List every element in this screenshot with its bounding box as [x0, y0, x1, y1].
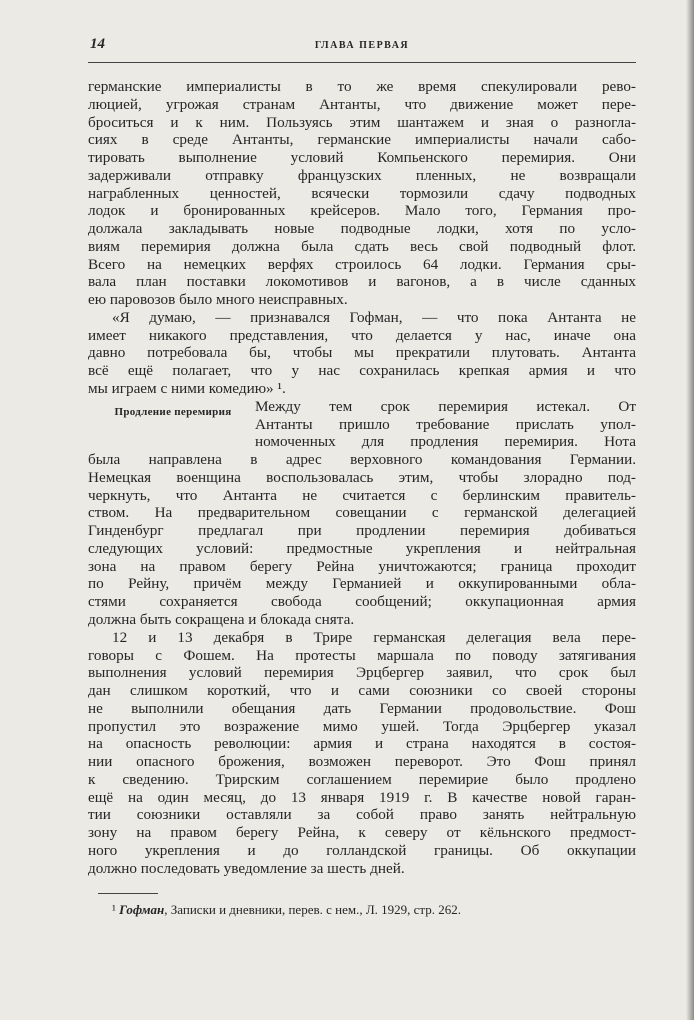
- text-line: имеет никакого представления, что делается у нас, иначе она: [88, 326, 636, 344]
- paragraph: [88, 309, 636, 398]
- text-line: виям перемирия должна была сдать весь свой подводный флот.: [88, 237, 636, 255]
- text-line: стями сохраняется свобода сообщений; оккупационная армия: [88, 593, 636, 611]
- text-line: Всего на немецких верфях строилось 64 лодки. Германия сры-: [88, 255, 636, 273]
- text-line: дан слишком короткий, что и сами союзники со своей стороны: [88, 682, 636, 700]
- text-line: лодок и бронированных крейсеров. Мало того, Германия про-: [88, 202, 636, 220]
- text-line: выполнения условий перемирия Эрцбергер заявил, что срок был: [88, 664, 636, 682]
- text-line: люцией, угрожая странам Антанты, что движение может пере-: [88, 95, 636, 113]
- text-line: ного укрепления и до голландской границы. Об оккупации: [88, 841, 636, 859]
- text-line: тировать выполнение условий Компьенского перемирия. Они: [88, 149, 636, 167]
- text-line: Антанты пришло требование прислать упол-: [255, 415, 636, 433]
- text-line: мы играем с ними комедию» ¹.: [88, 380, 286, 398]
- text-line: зона на правом берегу Рейна уничтожаются; граница проходит: [88, 557, 636, 575]
- text-line: должна быть сокращена и блокада снята.: [88, 610, 355, 628]
- footnote: [112, 902, 461, 918]
- text-line: нии опасного брожения, возможен переворот. Это Фош принял: [88, 753, 636, 771]
- text-line: ею паровозов было много неисправных.: [88, 291, 348, 309]
- text-line: на опасность революции: армия и страна находятся в состоя-: [88, 735, 636, 753]
- paragraph: [88, 629, 636, 878]
- text-line: зону на правом берегу Рейна, к северу от кёльнского предмост-: [88, 824, 636, 842]
- text-line: была направлена в адрес верховного командования Германии.: [88, 451, 636, 469]
- text-line: задерживали отправку французских пленных, не возвращали: [88, 166, 636, 184]
- footnote-text: , Записки и дневники, перев. с нем., Л. 1929, стр. 262.: [164, 902, 462, 917]
- footnote-marker: ¹: [112, 902, 116, 917]
- text-line: следующих условий: предмостные укрепления и нейтральная: [88, 539, 636, 557]
- page-number: 14: [90, 36, 105, 52]
- running-head: ГЛАВА ПЕРВАЯ: [314, 40, 410, 51]
- footnote-rule: [98, 893, 158, 894]
- text-line: давно потребовала бы, чтобы мы прекратили плутовать. Антанта: [88, 344, 636, 362]
- text-line: не выполнили обещания дать Германии продовольствие. Фош: [88, 699, 636, 717]
- page-edge-shadow: [686, 0, 694, 1020]
- text-line: должно последовать уведомление за шесть дней.: [88, 859, 405, 877]
- text-line: награбленных ценностей, всячески тормозили сдачу подводных: [88, 184, 636, 202]
- margin-note: Продление перемирия: [114, 406, 232, 418]
- header-rule: [88, 62, 636, 63]
- text-line: Между тем срок перемирия истекал. От: [255, 397, 636, 415]
- text-line: Немецкая военщина воспользовалась этим, чтобы злорадно под-: [88, 468, 636, 486]
- text-line: тии союзники оставляли за собой право занять нейтральную: [88, 806, 636, 824]
- footnote-author: Гофман: [119, 902, 165, 917]
- text-line: броситься и к ним. Пользуясь этим шантажем и зная о разногла-: [88, 113, 636, 131]
- text-line: говоры с Фошем. На протесты маршала по поводу затягивания: [88, 646, 636, 664]
- text-line: германские империалисты в то же время спекулировали рево-: [88, 78, 636, 95]
- text-line: черкнуть, что Антанта не считается с берлинским правитель-: [88, 486, 636, 504]
- body-text: [88, 78, 636, 877]
- text-line: должала закладывать новые подводные лодки, хотя по усло-: [88, 220, 636, 238]
- paragraph: [88, 398, 636, 629]
- text-line: всё ещё полагает, что у нас сохранилась крепкая армия и что: [88, 362, 636, 380]
- text-line: по Рейну, причём между Германией и оккупированными обла-: [88, 575, 636, 593]
- text-line: ещё на один месяц, до 13 января 1919 г. В качестве новой гаран-: [88, 788, 636, 806]
- text-line: пропустил это возражение мимо ушей. Тогда Эрцбергер указал: [88, 717, 636, 735]
- page-header: [88, 34, 636, 60]
- text-line: к сведению. Трирским соглашением перемирие было продлено: [88, 770, 636, 788]
- paragraph: [88, 78, 636, 309]
- text-line: ством. На предварительном совещании с германской делегацией: [88, 504, 636, 522]
- text-line: 12 и 13 декабря в Трире германская делегация вела пере-: [112, 628, 636, 646]
- text-line: «Я думаю, — признавался Гофман, — что пока Антанта не: [112, 308, 636, 326]
- text-line: вала план поставки локомотивов и вагонов, а в числе сданных: [88, 273, 636, 291]
- text-line: сиях в среде Антанты, германские империалисты начали сабо-: [88, 131, 636, 149]
- text-line: номоченных для продления перемирия. Нота: [255, 433, 636, 451]
- text-line: Гинденбург предлагал при продлении перемирия добиваться: [88, 522, 636, 540]
